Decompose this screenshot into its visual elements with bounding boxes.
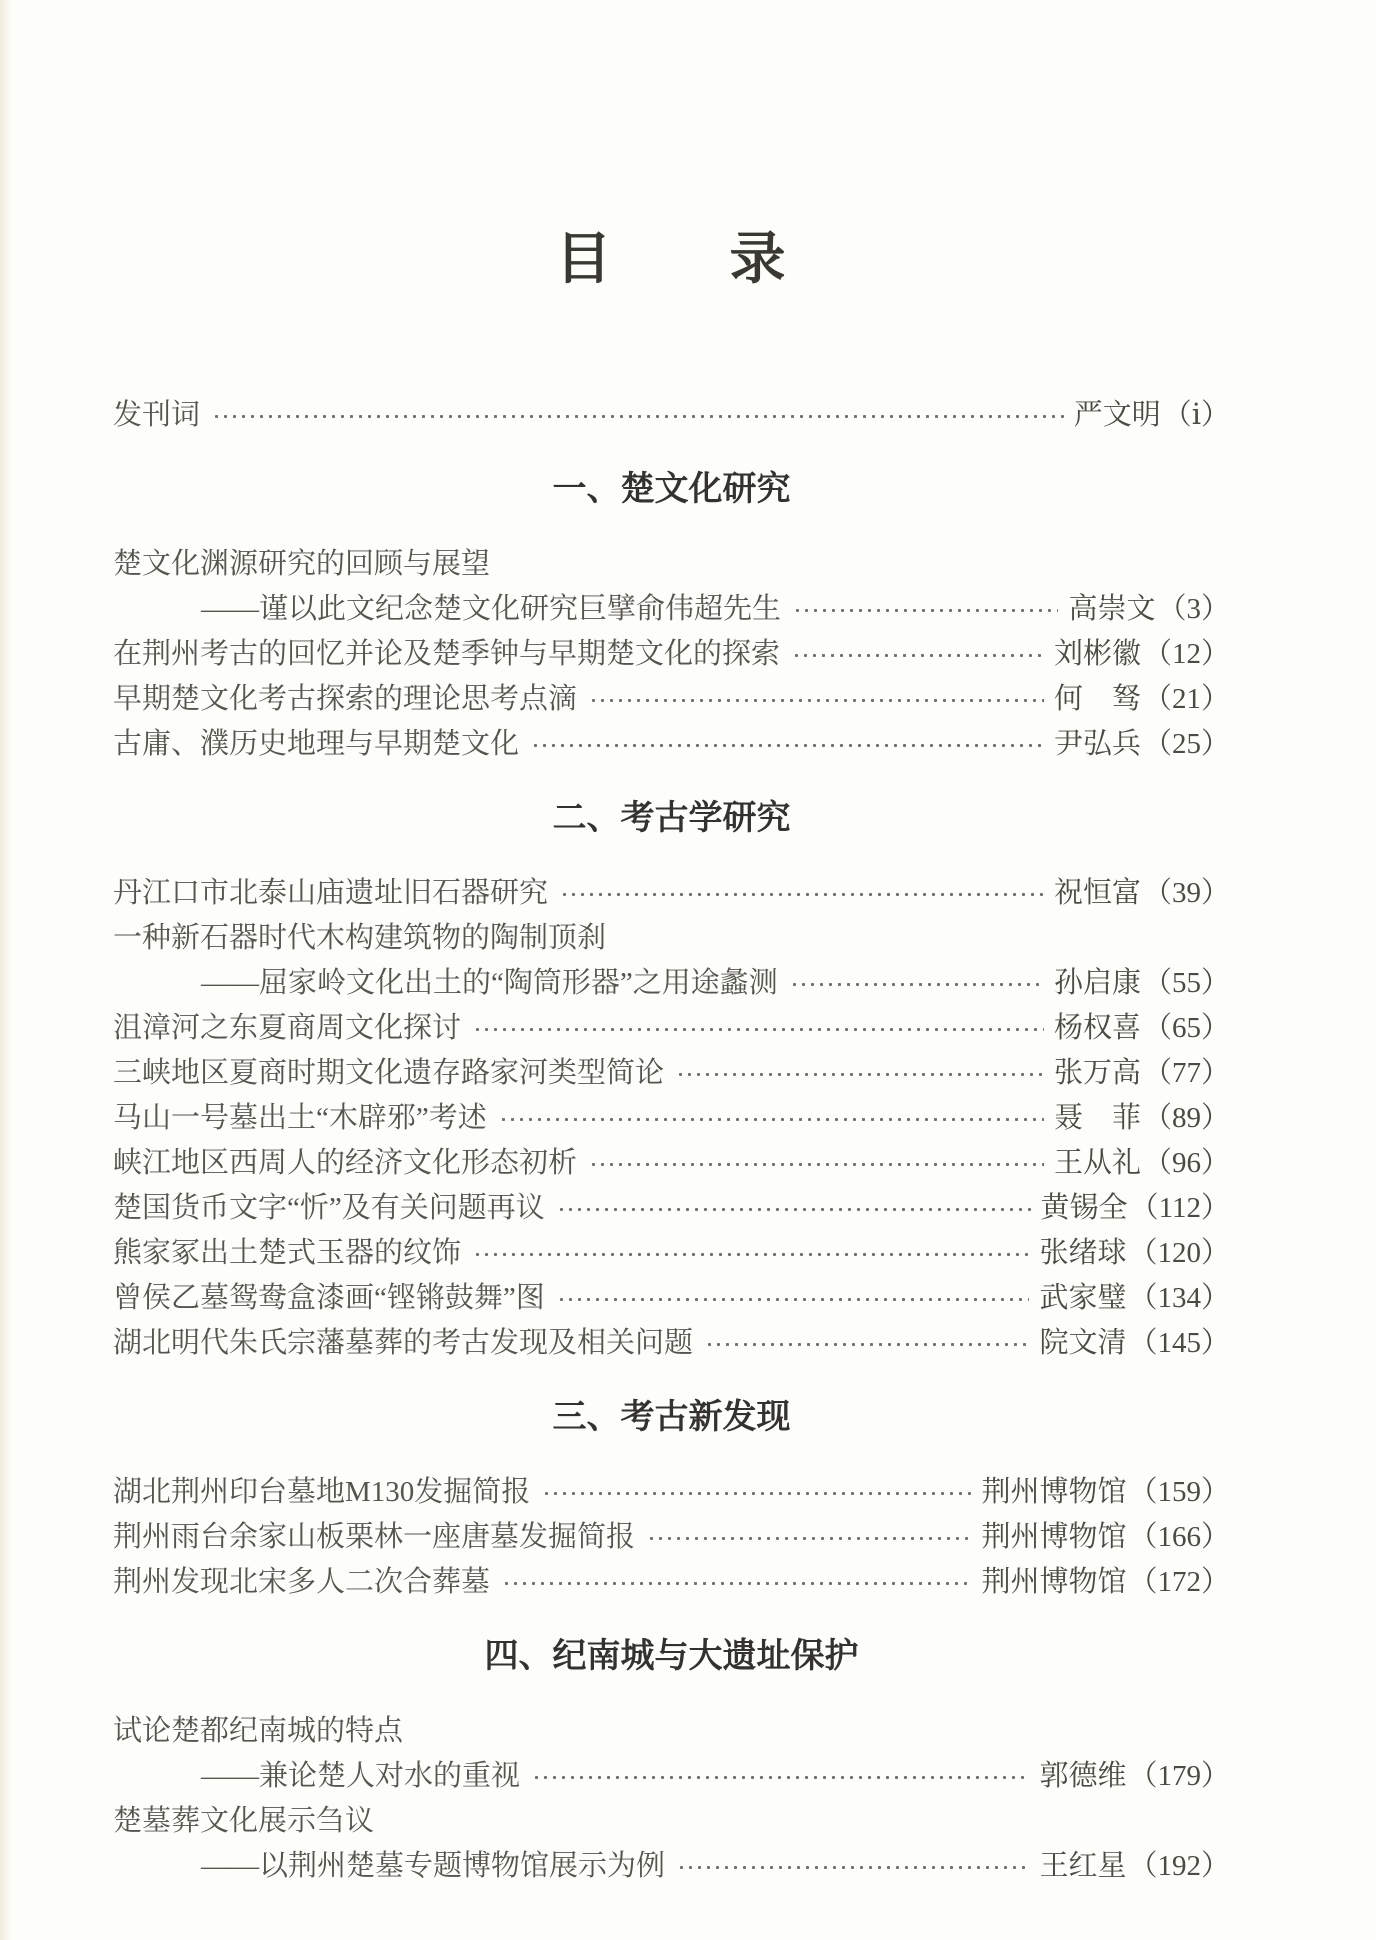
toc-entry-line [113,1093,1230,1138]
entry-page: （172） [1128,1566,1230,1598]
dot-leader [792,629,1044,674]
entry-title: 荆州发现北宋多人二次合葬墓 [113,1566,491,1598]
entry-page: （179） [1128,1760,1230,1792]
toc-entry-line [113,1048,1230,1093]
section-heading: 二、考古学研究 [552,799,791,837]
toc-entry-line [113,1751,1230,1796]
entry-author: 刘彬徽 [1053,638,1141,670]
entry-author: 尹弘兵 [1053,728,1141,760]
entry-title: 熊家冢出土楚式玉器的纹饰 [113,1237,462,1269]
dot-leader [790,958,1044,1003]
toc-entry-line [113,674,1230,719]
entry-title: 马山一号墓出土“木辟邪”考述 [113,1102,487,1134]
toc-entry-line [113,1796,1230,1841]
toc-entry-line [113,390,1230,435]
entry-page: （65） [1142,1012,1230,1044]
dot-leader [589,674,1044,719]
toc-entry-line [113,868,1230,913]
toc-entry-line [113,1138,1230,1183]
dot-leader [676,1048,1044,1093]
dot-leader [502,1557,971,1602]
toc-entry-line [113,1228,1230,1273]
dot-leader [677,1841,1029,1886]
entry-author: 严文明 [1073,399,1161,431]
entry-author: 荆州博物馆 [981,1476,1127,1508]
entry-title: 在荆州考古的回忆并论及楚季钟与早期楚文化的探索 [113,638,781,670]
entry-page: （120） [1128,1237,1230,1269]
section-heading: 一、楚文化研究 [552,470,791,508]
toc-entry-line [113,958,1230,1003]
entry-author: 黄锡全 [1040,1192,1128,1224]
entry-title: 发刊词 [113,399,201,431]
entry-page: （134） [1128,1282,1230,1314]
dot-leader [647,1512,971,1557]
entry-subtitle: ——兼论楚人对水的重视 [201,1760,521,1792]
entry-title: 古庸、濮历史地理与早期楚文化 [113,728,520,760]
entry-page: （ⅰ） [1162,399,1230,431]
entry-author: 王从礼 [1053,1147,1141,1179]
entry-subtitle: ——谨以此文纪念楚文化研究巨擘俞伟超先生 [201,593,782,625]
entry-author: 荆州博物馆 [981,1566,1127,1598]
scanned-page-left-edge [0,0,12,1940]
section-heading: 四、纪南城与大遗址保护 [484,1637,859,1675]
entry-title: 峡江地区西周人的经济文化形态初析 [113,1147,578,1179]
entry-title: 一种新石器时代木构建筑物的陶制顶刹 [113,922,607,954]
toc-entry-line [113,629,1230,674]
dot-leader [557,1183,1031,1228]
entry-page: （89） [1142,1102,1230,1134]
entry-title: 曾侯乙墓鸳鸯盒漆画“铿锵鼓舞”图 [113,1282,545,1314]
entry-author: 高崇文 [1068,593,1156,625]
entry-author: 院文清 [1039,1327,1127,1359]
entry-title: 楚墓葬文化展示刍议 [113,1805,375,1837]
toc-entry-line [113,1841,1230,1886]
toc-entry-line [113,1467,1230,1512]
page-title: 目 录 [555,229,788,291]
entry-subtitle: ——屈家岭文化出土的“陶筒形器”之用途蠡测 [201,967,778,999]
entry-title: 湖北荆州印台墓地M130发掘简报 [113,1476,531,1508]
entry-author: 祝恒富 [1053,877,1141,909]
entry-title: 荆州雨台余家山板栗林一座唐墓发掘简报 [113,1521,636,1553]
entry-title: 湖北明代朱氏宗藩墓葬的考古发现及相关问题 [113,1327,694,1359]
toc-entry-line [113,584,1230,629]
dot-leader [531,719,1044,764]
entry-title: 楚文化渊源研究的回顾与展望 [113,548,491,580]
dot-leader [473,1228,1029,1273]
toc-entry-line [113,1183,1230,1228]
entry-page: （192） [1128,1850,1230,1882]
dot-leader [589,1138,1044,1183]
toc-entry-line [113,913,1230,958]
dot-leader [532,1751,1029,1796]
entry-author: 武家璧 [1039,1282,1127,1314]
entry-title: 三峡地区夏商时期文化遗存路家河类型简论 [113,1057,665,1089]
entry-title: 丹江口市北泰山庙遗址旧石器研究 [113,877,549,909]
entry-subtitle: ——以荆州楚墓专题博物馆展示为例 [201,1850,666,1882]
entry-page: （12） [1142,638,1230,670]
toc-body [113,390,1230,1886]
toc-entry-line [113,1512,1230,1557]
dot-leader [473,1003,1044,1048]
dot-leader [705,1318,1029,1363]
entry-author: 郭德维 [1039,1760,1127,1792]
entry-page: （21） [1142,683,1230,715]
entry-author: 何 驽 [1053,683,1141,715]
entry-page: （25） [1142,728,1230,760]
toc-entry-line [113,1318,1230,1363]
entry-page: （77） [1142,1057,1230,1089]
entry-page: （55） [1142,967,1230,999]
table-of-contents-page [113,228,1230,1886]
toc-entry-line [113,539,1230,584]
entry-title: 早期楚文化考古探索的理论思考点滴 [113,683,578,715]
entry-title: 楚国货币文字“忻”及有关问题再议 [113,1192,545,1224]
toc-entry-line [113,1003,1230,1048]
dot-leader [212,390,1064,435]
toc-entry-line [113,1273,1230,1318]
toc-entry-line [113,719,1230,764]
entry-page: （145） [1128,1327,1230,1359]
entry-author: 王红星 [1039,1850,1127,1882]
entry-author: 张万高 [1053,1057,1141,1089]
entry-author: 张绪球 [1039,1237,1127,1269]
entry-page: （3） [1157,593,1230,625]
entry-title: 沮漳河之东夏商周文化探讨 [113,1012,462,1044]
dot-leader [557,1273,1030,1318]
entry-author: 孙启康 [1053,967,1141,999]
toc-entry-line [113,1706,1230,1751]
dot-leader [793,584,1058,629]
entry-author: 杨权喜 [1053,1012,1141,1044]
entry-page: （96） [1142,1147,1230,1179]
dot-leader [542,1467,971,1512]
entry-page: （39） [1142,877,1230,909]
entry-page: （166） [1128,1521,1230,1553]
entry-title: 试论楚都纪南城的特点 [113,1715,404,1747]
toc-entry-line [113,1557,1230,1602]
entry-author: 荆州博物馆 [981,1521,1127,1553]
entry-author: 聂 菲 [1053,1102,1141,1134]
entry-page: （112） [1129,1192,1230,1224]
section-heading: 三、考古新发现 [552,1398,791,1436]
entry-page: （159） [1128,1476,1230,1508]
dot-leader [560,868,1044,913]
dot-leader [499,1093,1044,1138]
